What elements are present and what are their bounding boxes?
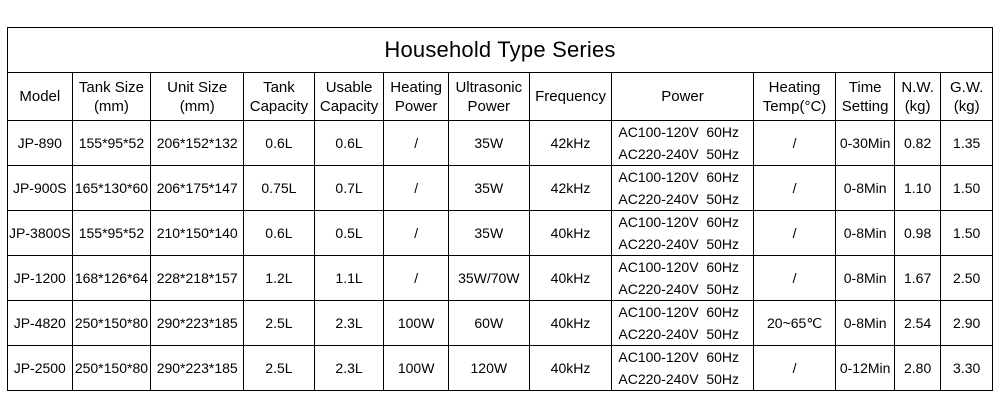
cell-frequency: 40kHz: [529, 256, 612, 301]
power-line: AC220-240V 50Hz: [618, 281, 740, 297]
spec-table: [7, 27, 993, 391]
cell-usable-capacity: 0.5L: [314, 211, 384, 256]
column-header: [836, 73, 895, 121]
cell-gw: 2.50: [941, 256, 993, 301]
column-header-line: G.W.: [949, 78, 984, 96]
column-header-line: Usable: [325, 78, 373, 96]
cell-tank-capacity: 0.75L: [244, 166, 315, 211]
cell-heating-temp: /: [753, 256, 836, 301]
cell-unit-size: 290*223*185: [151, 301, 244, 346]
cell-unit-size: 206*152*132: [151, 121, 244, 166]
column-header-line: Tank: [263, 78, 295, 96]
cell-model: JP-900S: [8, 166, 73, 211]
column-header-line: Heating: [768, 78, 821, 96]
cell-gw: 1.35: [941, 121, 993, 166]
cell-tank-size: 250*150*80: [72, 346, 151, 391]
cell-tank-size: 155*95*52: [72, 121, 151, 166]
power-cell: [612, 256, 753, 301]
cell-ultrasonic-power: 35W: [448, 211, 529, 256]
column-header-line: Temp(°C): [762, 97, 827, 115]
column-header-line: Power: [394, 97, 438, 115]
cell-heating-temp: 20~65℃: [753, 301, 836, 346]
column-header: [72, 73, 151, 121]
column-header-line: Capacity: [249, 97, 309, 115]
column-header-line: Capacity: [319, 97, 379, 115]
column-header: [151, 73, 244, 121]
cell-frequency: 40kHz: [529, 346, 612, 391]
cell-frequency: 42kHz: [529, 121, 612, 166]
cell-time-setting: 0-12Min: [836, 346, 895, 391]
power-cell: [612, 211, 753, 256]
cell-tank-capacity: 0.6L: [244, 211, 315, 256]
table-row: [8, 256, 993, 301]
table-row: [8, 346, 993, 391]
cell-nw: 0.82: [894, 121, 940, 166]
column-header-line: (kg): [953, 97, 980, 115]
column-header: [753, 73, 836, 121]
column-header-line: Tank Size: [78, 78, 144, 96]
cell-heating-temp: /: [753, 346, 836, 391]
column-header-line: (mm): [179, 97, 215, 115]
cell-model: JP-3800S: [8, 211, 73, 256]
cell-heating-power: 100W: [384, 301, 449, 346]
column-header-line: Unit Size: [167, 78, 228, 96]
column-header-line: Setting: [841, 97, 889, 115]
cell-unit-size: 210*150*140: [151, 211, 244, 256]
column-header-line: Power: [661, 88, 704, 105]
cell-usable-capacity: 2.3L: [314, 346, 384, 391]
column-header-line: Time: [848, 78, 882, 96]
table-body: [8, 121, 993, 391]
power-line: AC100-120V 60Hz: [618, 304, 740, 320]
table-row: [8, 301, 993, 346]
column-header-line: N.W.: [901, 78, 934, 96]
column-header: [448, 73, 529, 121]
cell-nw: 2.80: [894, 346, 940, 391]
cell-heating-temp: /: [753, 211, 836, 256]
column-header: [384, 73, 449, 121]
cell-usable-capacity: 1.1L: [314, 256, 384, 301]
column-header: [894, 73, 940, 121]
cell-frequency: 42kHz: [529, 166, 612, 211]
power-line: AC220-240V 50Hz: [618, 371, 740, 387]
cell-tank-size: 168*126*64: [72, 256, 151, 301]
cell-ultrasonic-power: 35W/70W: [448, 256, 529, 301]
column-header: [8, 73, 73, 121]
cell-heating-temp: /: [753, 121, 836, 166]
table-row: [8, 211, 993, 256]
cell-heating-power: /: [384, 166, 449, 211]
cell-nw: 2.54: [894, 301, 940, 346]
cell-time-setting: 0-8Min: [836, 211, 895, 256]
cell-gw: 1.50: [941, 166, 993, 211]
cell-ultrasonic-power: 120W: [448, 346, 529, 391]
cell-nw: 0.98: [894, 211, 940, 256]
cell-frequency: 40kHz: [529, 301, 612, 346]
cell-time-setting: 0-30Min: [836, 121, 895, 166]
power-line: AC100-120V 60Hz: [618, 259, 740, 275]
cell-usable-capacity: 0.7L: [314, 166, 384, 211]
header-row: [8, 73, 993, 121]
cell-gw: 1.50: [941, 211, 993, 256]
cell-heating-power: 100W: [384, 346, 449, 391]
table-title: Household Type Series: [8, 28, 993, 73]
cell-model: JP-890: [8, 121, 73, 166]
power-line: AC100-120V 60Hz: [618, 349, 740, 365]
cell-tank-capacity: 2.5L: [244, 301, 315, 346]
power-cell: [612, 166, 753, 211]
column-header-line: Power: [467, 97, 511, 115]
cell-model: JP-4820: [8, 301, 73, 346]
cell-ultrasonic-power: 60W: [448, 301, 529, 346]
column-header: [244, 73, 315, 121]
table-row: [8, 121, 993, 166]
cell-time-setting: 0-8Min: [836, 256, 895, 301]
column-header: [314, 73, 384, 121]
cell-model: JP-2500: [8, 346, 73, 391]
cell-heating-power: /: [384, 121, 449, 166]
power-line: AC220-240V 50Hz: [618, 191, 740, 207]
cell-tank-size: 155*95*52: [72, 211, 151, 256]
column-header-line: (mm): [93, 97, 129, 115]
cell-heating-power: /: [384, 256, 449, 301]
column-header-line: Ultrasonic: [455, 78, 523, 96]
column-header-line: Heating: [390, 78, 442, 96]
cell-ultrasonic-power: 35W: [448, 121, 529, 166]
cell-model: JP-1200: [8, 256, 73, 301]
cell-tank-capacity: 2.5L: [244, 346, 315, 391]
power-line: AC100-120V 60Hz: [618, 124, 740, 140]
cell-heating-temp: /: [753, 166, 836, 211]
cell-time-setting: 0-8Min: [836, 166, 895, 211]
cell-nw: 1.10: [894, 166, 940, 211]
cell-tank-size: 250*150*80: [72, 301, 151, 346]
power-line: AC220-240V 50Hz: [618, 146, 740, 162]
power-line: AC220-240V 50Hz: [618, 236, 740, 252]
cell-unit-size: 206*175*147: [151, 166, 244, 211]
cell-unit-size: 290*223*185: [151, 346, 244, 391]
cell-gw: 2.90: [941, 301, 993, 346]
cell-gw: 3.30: [941, 346, 993, 391]
cell-tank-capacity: 0.6L: [244, 121, 315, 166]
column-header: [529, 73, 612, 121]
cell-tank-size: 165*130*60: [72, 166, 151, 211]
power-line: AC100-120V 60Hz: [618, 169, 740, 185]
cell-usable-capacity: 0.6L: [314, 121, 384, 166]
cell-heating-power: /: [384, 211, 449, 256]
cell-ultrasonic-power: 35W: [448, 166, 529, 211]
power-cell: [612, 121, 753, 166]
table-row: [8, 166, 993, 211]
power-cell: [612, 346, 753, 391]
cell-time-setting: 0-8Min: [836, 301, 895, 346]
column-header-line: (kg): [904, 97, 931, 115]
cell-tank-capacity: 1.2L: [244, 256, 315, 301]
column-header-line: Frequency: [535, 88, 606, 105]
cell-usable-capacity: 2.3L: [314, 301, 384, 346]
column-header-line: Model: [19, 88, 61, 105]
column-header: [612, 73, 753, 121]
cell-frequency: 40kHz: [529, 211, 612, 256]
cell-unit-size: 228*218*157: [151, 256, 244, 301]
cell-nw: 1.67: [894, 256, 940, 301]
power-line: AC100-120V 60Hz: [618, 214, 740, 230]
power-line: AC220-240V 50Hz: [618, 326, 740, 342]
power-cell: [612, 301, 753, 346]
column-header: [941, 73, 993, 121]
